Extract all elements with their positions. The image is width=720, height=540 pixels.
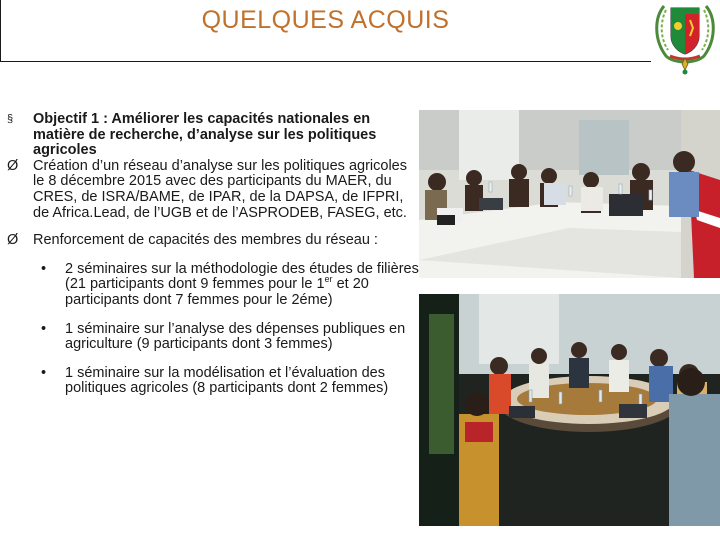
seminar-1-superscript: er: [324, 274, 333, 285]
reinforcement-text: Renforcement de capacités des membres du réseau :: [33, 232, 378, 249]
meeting-photo-1: [419, 110, 720, 278]
senegal-emblem-icon: [650, 0, 720, 76]
section-bullet-icon: §: [7, 113, 14, 125]
network-creation-item: [7, 159, 419, 221]
seminar-1-text-a: 2 séminaires sur la méthodologie des études de filières (21 participants dont 9 femmes pour le 1: [65, 260, 419, 293]
dot-bullet-icon: •: [41, 320, 47, 337]
reinforcement-item: [7, 233, 419, 249]
slide-title: QUELQUES ACQUIS: [201, 6, 450, 34]
dot-bullet-icon: •: [41, 260, 47, 277]
seminar-3-text: 1 séminaire sur la modélisation et l’évaluation des politiques agricoles (8 participants dont 2 femmes): [65, 364, 389, 397]
arrow-bullet-icon: Ø: [7, 157, 19, 174]
network-creation-text: Création d’un réseau d’analyse sur les politiques agricoles le 8 décembre 2015 avec des participants du MAER, du CRES, de ISRA/BAME, de IPAR, de la DAPSA, de IFPRI, de Africa.Lead, de l’UGB et de l’ASPRODEB, FASEG, etc.: [33, 157, 407, 221]
meeting-photo-2: [419, 294, 720, 526]
seminar-1-text-b: et 20 participants dont 7 femmes pour le 2éme): [65, 276, 369, 308]
objective-text: Objectif 1 : Améliorer les capacités nationales en matière de recherche, d’analyse sur les politiques agricoles: [33, 111, 377, 159]
dot-bullet-icon: •: [41, 364, 47, 381]
arrow-bullet-icon: Ø: [7, 232, 19, 249]
seminar-item-1: [7, 262, 419, 309]
objective-item: [7, 112, 419, 159]
slide-body: [7, 112, 419, 397]
seminar-item-2: [7, 322, 419, 353]
seminar-2-text: 1 séminaire sur l’analyse des dépenses publiques en agriculture (9 participants dont 3 femmes): [65, 320, 406, 353]
seminar-item-3: [7, 366, 419, 397]
